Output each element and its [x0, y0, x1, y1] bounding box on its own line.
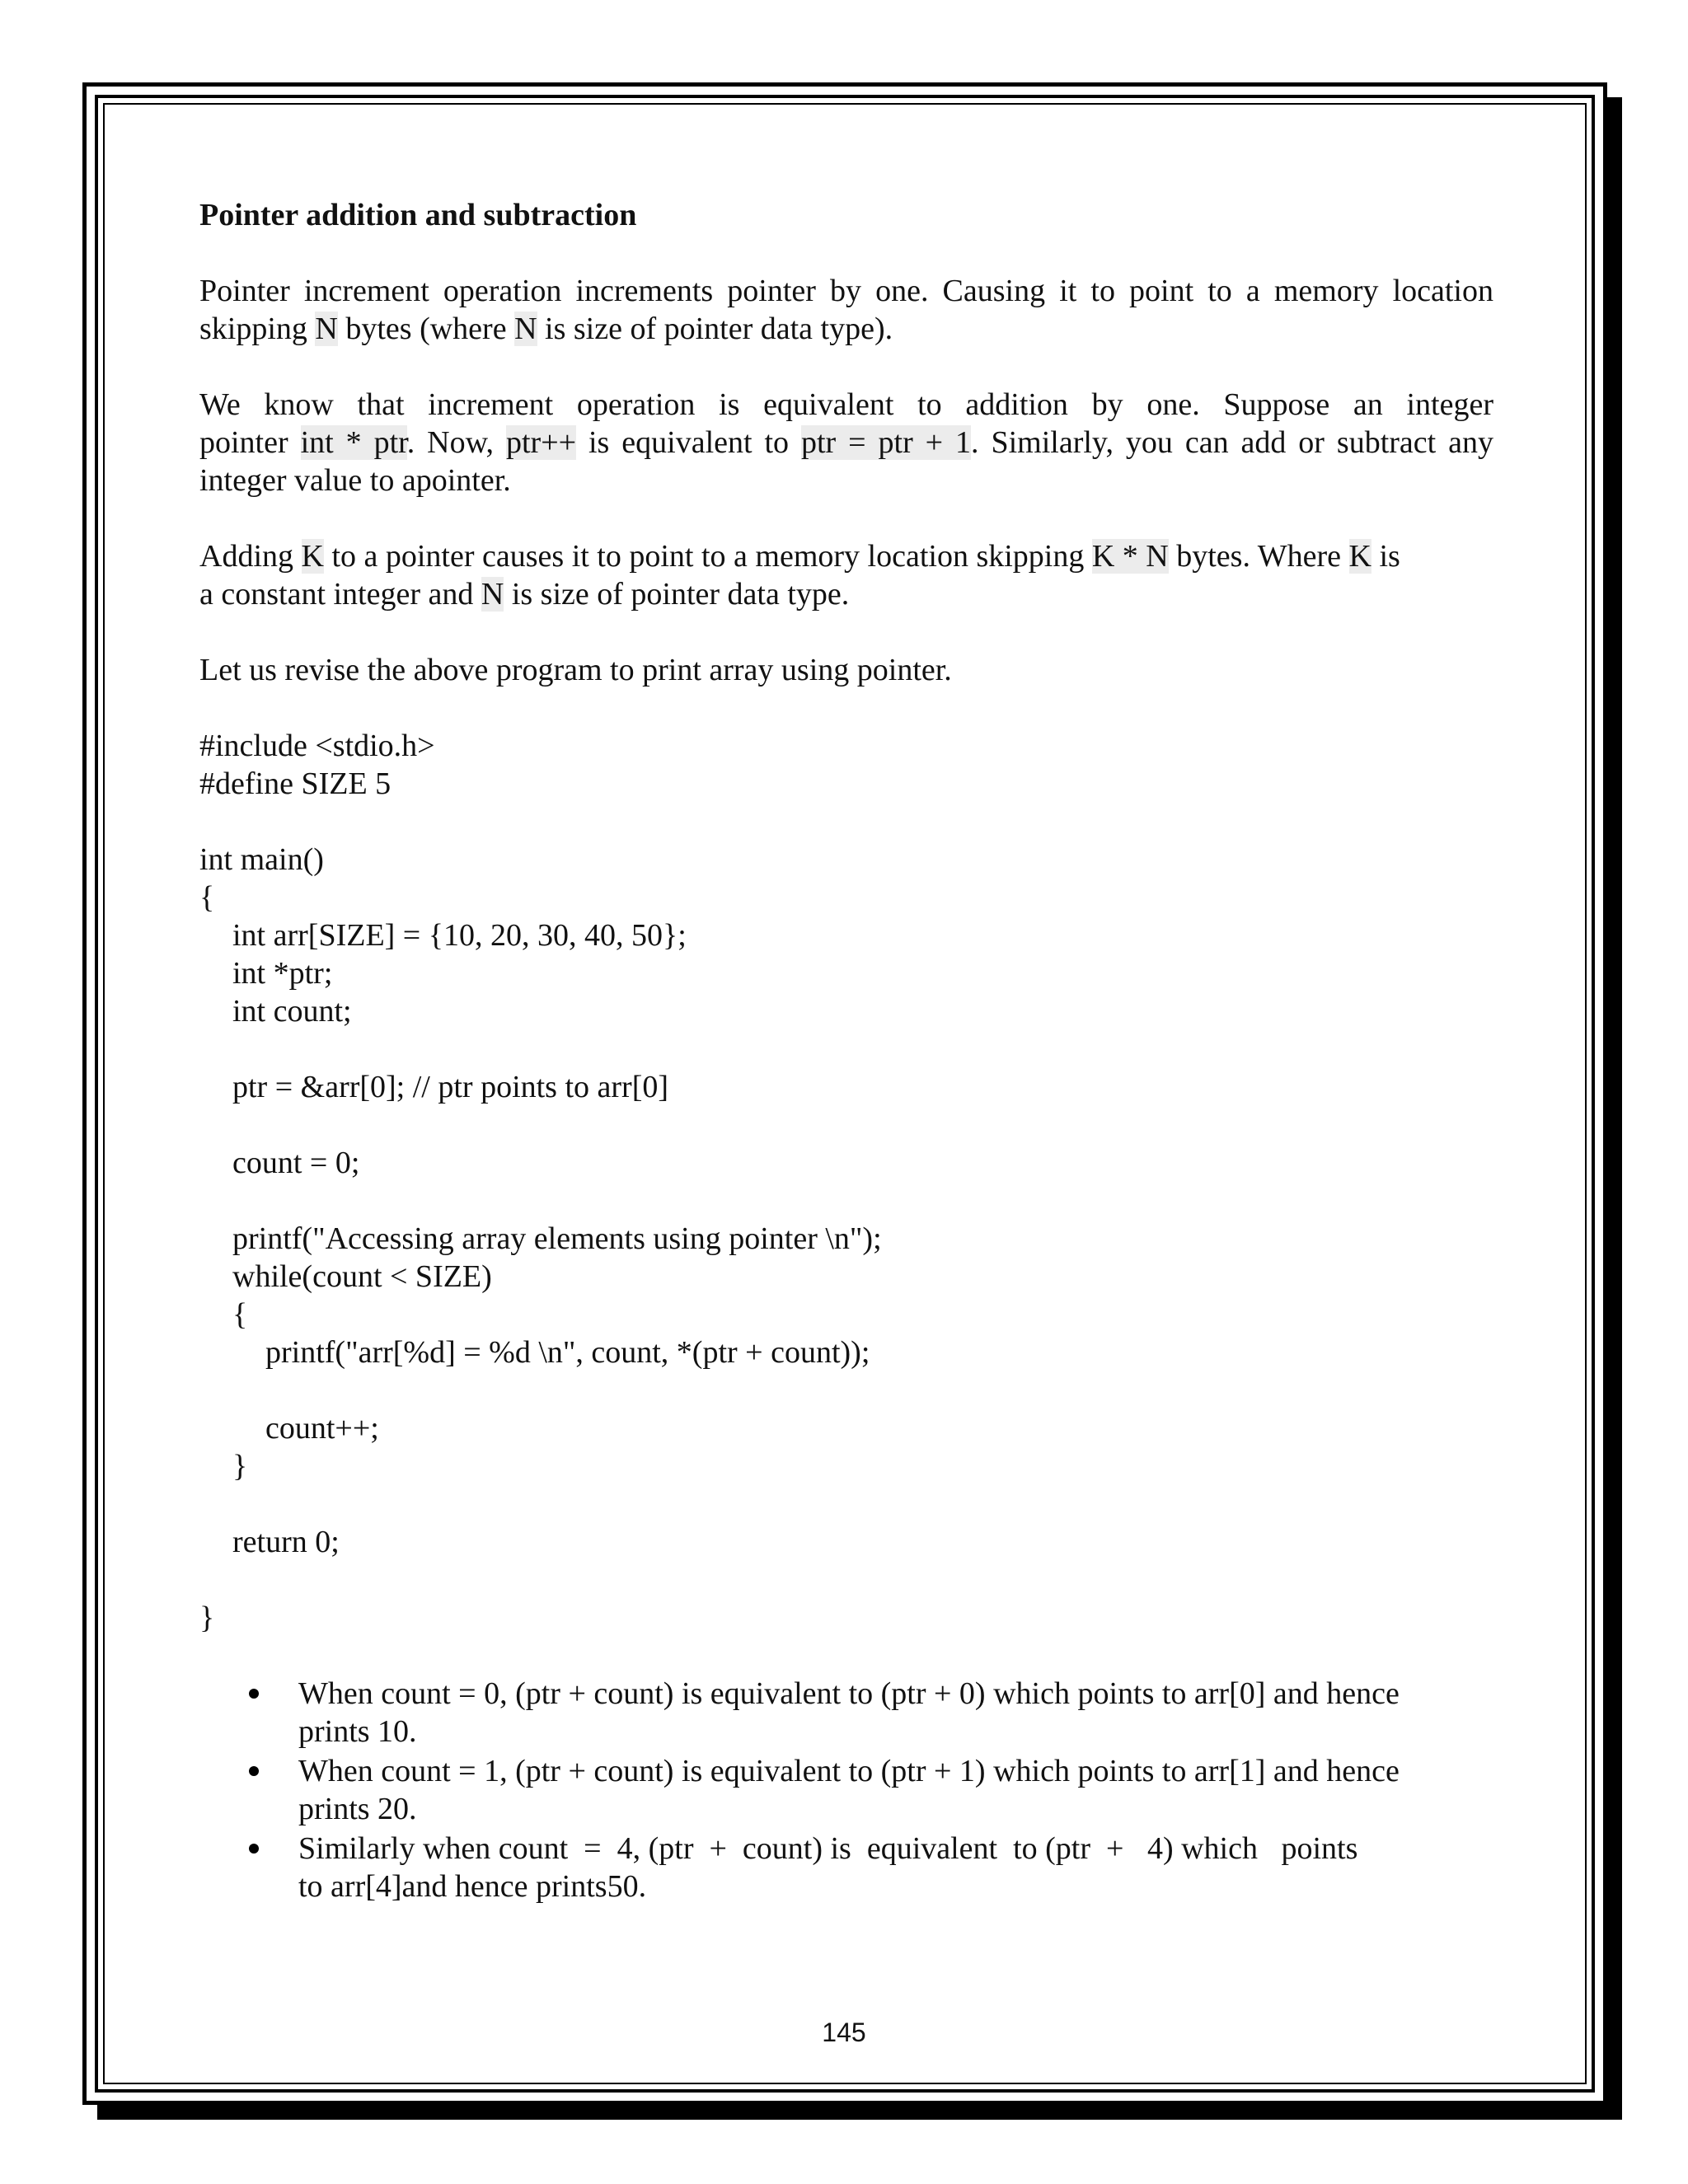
code-line-blank: [199, 1106, 1493, 1144]
list-item: [298, 1830, 1493, 1905]
code-line-ptr-assign: ptr = &arr[0]; // ptr points to arr[0]: [232, 1070, 669, 1104]
code-line-while-open: {: [232, 1297, 248, 1332]
paragraph-line: pointer int * ptr. Now, ptr++ is equivalent to ptr = ptr + 1. Similarly, you can add or subtract any: [199, 425, 1493, 460]
paragraph-addition: [199, 386, 1493, 499]
code-line-open-brace: {: [199, 880, 215, 915]
code-line-define: #define SIZE 5: [199, 766, 392, 801]
list-item-line: prints 20.: [298, 1792, 417, 1826]
paragraph-line: Adding K to a pointer causes it to point to a memory location skipping K * N bytes. Where K is: [199, 539, 1400, 574]
code-line-while: while(count < SIZE): [232, 1259, 492, 1294]
code-line-blank: [199, 1561, 1493, 1599]
explanation-list: [199, 1675, 1493, 1905]
paragraph-adding-k: [199, 537, 1493, 613]
code-line-blank: [199, 1182, 1493, 1220]
paragraph-increment: [199, 272, 1493, 348]
list-item-line: prints 10.: [298, 1714, 417, 1749]
code-line-count-init: count = 0;: [232, 1146, 360, 1180]
list-item: [298, 1752, 1493, 1828]
code-line-blank: [199, 1485, 1493, 1523]
paragraph-revise: Let us revise the above program to print array using pointer.: [199, 653, 952, 687]
list-item-line: Similarly when count = 4, (ptr + count) is equivalent to (ptr + 4) which points: [298, 1831, 1358, 1866]
page-content: [199, 196, 1493, 1907]
code-line-count-inc: count++;: [265, 1411, 379, 1446]
code-line-ptr-decl: int *ptr;: [232, 956, 333, 991]
code-line-return: return 0;: [232, 1525, 340, 1559]
code-line-while-close: }: [232, 1449, 248, 1483]
section-heading: Pointer addition and subtraction: [199, 198, 637, 232]
code-line-blank: [199, 1030, 1493, 1068]
code-line-include: #include <stdio.h>: [199, 729, 435, 763]
code-listing: [199, 727, 1493, 1637]
paragraph-line: a constant integer and N is size of pointer data type.: [199, 577, 850, 612]
list-item-line: When count = 0, (ptr + count) is equivalent to (ptr + 0) which points to arr[0] and hence: [298, 1676, 1400, 1711]
code-line-count-decl: int count;: [232, 994, 352, 1029]
paragraph-line: We know that increment operation is equivalent to addition by one. Suppose an integer: [199, 387, 1493, 422]
paragraph-line: integer value to apointer.: [199, 463, 511, 498]
paragraph-line: Pointer increment operation increments pointer by one. Causing it to point to a memory location: [199, 274, 1493, 308]
page-number: 145: [822, 2018, 866, 2047]
code-line-blank: [199, 1371, 1493, 1409]
code-line-printf-element: printf("arr[%d] = %d \n", count, *(ptr + count));: [265, 1335, 870, 1370]
code-line-main: int main(): [199, 842, 324, 877]
bullet-icon: [249, 1844, 259, 1854]
code-line-blank: [199, 803, 1493, 841]
paragraph-line: skipping N bytes (where N is size of pointer data type).: [199, 312, 893, 346]
list-item: [298, 1675, 1493, 1750]
bullet-icon: [249, 1689, 259, 1699]
list-item-line: When count = 1, (ptr + count) is equivalent to (ptr + 1) which points to arr[1] and hence: [298, 1754, 1400, 1788]
code-line-printf-header: printf("Accessing array elements using pointer \n");: [232, 1221, 882, 1256]
bullet-icon: [249, 1766, 259, 1776]
code-line-arr-decl: int arr[SIZE] = {10, 20, 30, 40, 50};: [232, 918, 687, 953]
list-item-line: to arr[4]and hence prints50.: [298, 1869, 647, 1904]
code-line-close-brace: }: [199, 1601, 215, 1635]
